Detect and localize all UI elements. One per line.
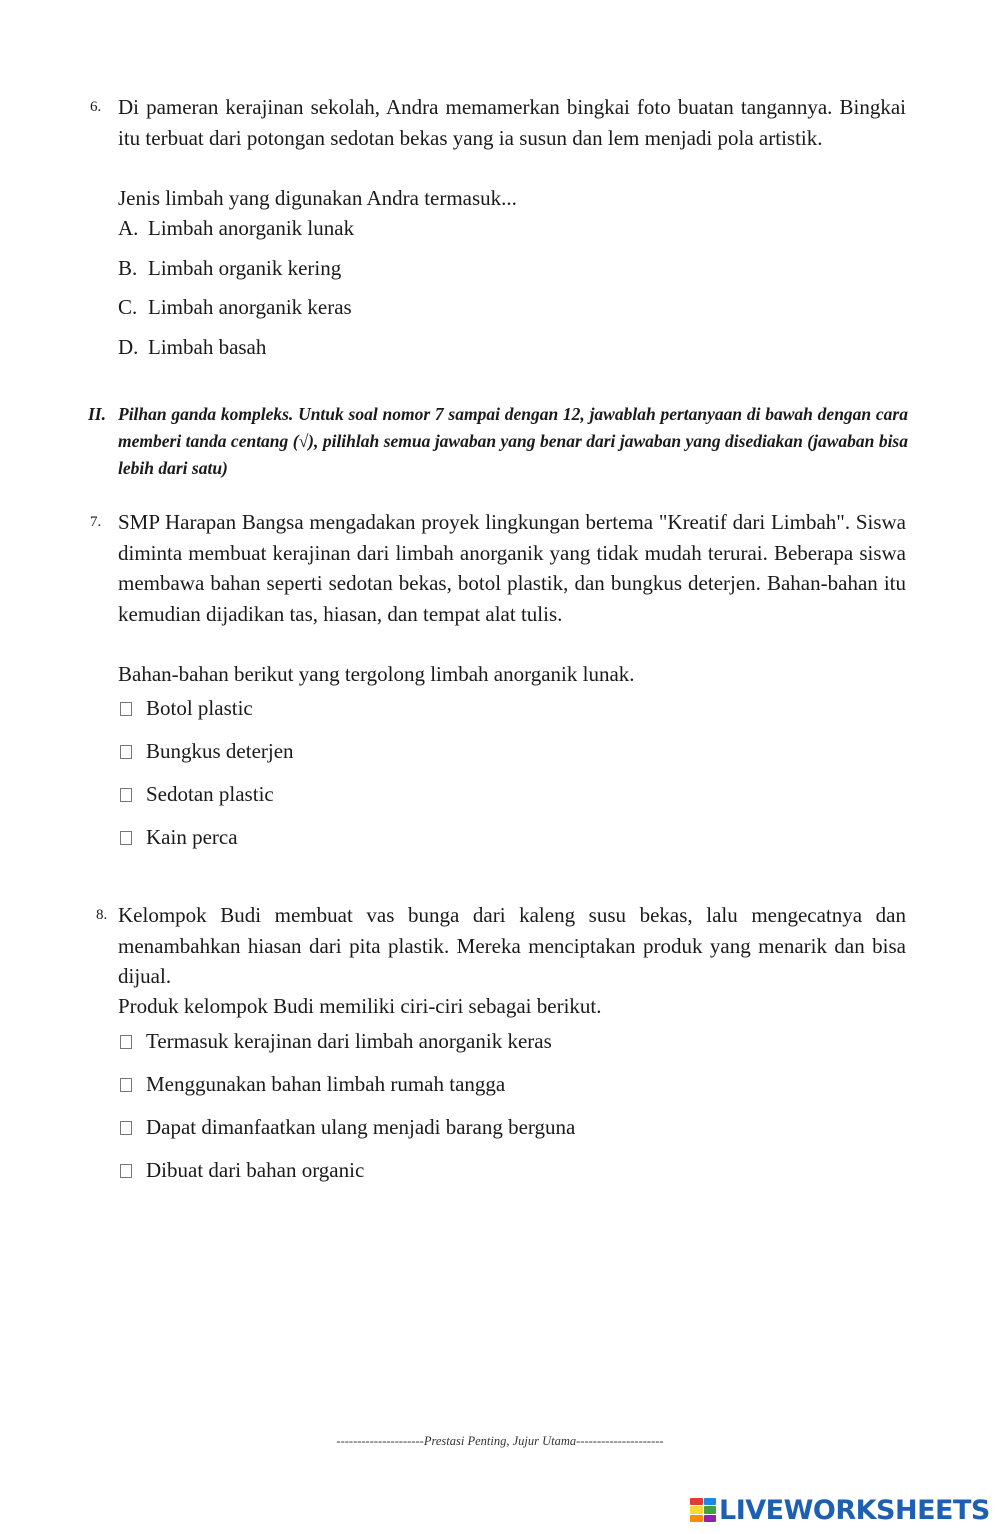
checkbox-icon[interactable] <box>120 702 132 716</box>
checkbox-label: Termasuk kerajinan dari limbah anorganik keras <box>146 1029 552 1053</box>
section-instruction-text: Pilhan ganda kompleks. Untuk soal nomor 7 sampai dengan 12, jawablah pertanyaan di bawah dengan cara memberi tanda centang (√), pilihlah semua jawaban yang benar dari jawaban yang disediakan (jawaban bisa lebih dari satu) <box>118 404 908 478</box>
checkbox-option[interactable] <box>118 1155 364 1185</box>
checkbox-option[interactable] <box>118 693 253 723</box>
section-numeral: II. <box>88 404 106 424</box>
checkbox-icon[interactable] <box>120 745 132 759</box>
option-c[interactable] <box>118 292 352 322</box>
checkbox-label: Sedotan plastic <box>146 782 274 806</box>
question-stem: Produk kelompok Budi memiliki ciri-ciri sebagai berikut. <box>118 994 602 1018</box>
option-text: Limbah anorganik keras <box>148 295 352 319</box>
checkbox-option[interactable] <box>118 1026 552 1056</box>
option-letter: B. <box>118 256 138 280</box>
checkbox-icon[interactable] <box>120 1078 132 1092</box>
checkbox-icon[interactable] <box>120 1164 132 1178</box>
question-stem: Bahan-bahan berikut yang tergolong limbah anorganik lunak. <box>118 662 635 686</box>
option-d[interactable] <box>118 332 266 362</box>
logo-block <box>704 1506 717 1513</box>
option-a[interactable] <box>118 213 354 243</box>
brand-name: LIVEWORKSHEETS <box>719 1494 990 1526</box>
logo-block <box>704 1515 717 1522</box>
checkbox-option[interactable] <box>118 736 294 766</box>
logo-block <box>704 1498 717 1505</box>
checkbox-icon[interactable] <box>120 1035 132 1049</box>
question-number: 7. <box>90 514 102 530</box>
question-paragraph: SMP Harapan Bangsa mengadakan proyek lingkungan bertema "Kreatif dari Limbah". Siswa diminta membuat kerajinan dari limbah anorganik yang tidak mudah terurai. Beberapa siswa membawa bahan seperti sedotan bekas, botol plastik, dan bungkus deterjen. Bahan-bahan itu kemudian dijadikan tas, hiasan, dan tempat alat tulis. <box>118 510 906 626</box>
question-stem: Jenis limbah yang digunakan Andra termasuk... <box>118 186 517 210</box>
logo-block <box>690 1498 703 1505</box>
checkbox-label: Menggunakan bahan limbah rumah tangga <box>146 1072 506 1096</box>
liveworksheets-brand <box>690 1490 990 1530</box>
checkbox-option[interactable] <box>118 1112 575 1142</box>
question-paragraph: Di pameran kerajinan sekolah, Andra memamerkan bingkai foto buatan tangannya. Bingkai itu terbuat dari potongan sedotan bekas yang ia susun dan lem menjadi pola artistik. <box>118 95 906 150</box>
option-letter: D. <box>118 335 139 359</box>
checkbox-label: Dapat dimanfaatkan ulang menjadi barang berguna <box>146 1115 576 1139</box>
checkbox-option[interactable] <box>118 1069 505 1099</box>
checkbox-icon[interactable] <box>120 788 132 802</box>
option-b[interactable] <box>118 253 341 283</box>
option-text: Limbah basah <box>148 335 267 359</box>
option-letter: C. <box>118 295 138 319</box>
option-letter: A. <box>118 216 139 240</box>
checkbox-option[interactable] <box>118 779 274 809</box>
page-footer-motto: ---------------------Prestasi Penting, Jujur Utama--------------------- <box>336 1434 664 1448</box>
option-text: Limbah anorganik lunak <box>148 216 355 240</box>
checkbox-icon[interactable] <box>120 1121 132 1135</box>
checkbox-label: Botol plastic <box>146 696 253 720</box>
checkbox-option[interactable] <box>118 822 238 852</box>
checkbox-label: Dibuat dari bahan organic <box>146 1158 365 1182</box>
logo-block <box>690 1506 703 1513</box>
checkbox-icon[interactable] <box>120 831 132 845</box>
question-number: 6. <box>90 99 102 115</box>
checkbox-label: Bungkus deterjen <box>146 739 294 763</box>
liveworksheets-logo-icon <box>690 1498 716 1522</box>
logo-block <box>690 1515 703 1522</box>
question-number: 8. <box>96 907 108 923</box>
question-paragraph: Kelompok Budi membuat vas bunga dari kaleng susu bekas, lalu mengecatnya dan menambahkan hiasan dari pita plastik. Mereka menciptakan produk yang menarik dan bisa dijual. <box>118 903 906 988</box>
option-text: Limbah organik kering <box>148 256 342 280</box>
checkbox-label: Kain perca <box>146 825 238 849</box>
